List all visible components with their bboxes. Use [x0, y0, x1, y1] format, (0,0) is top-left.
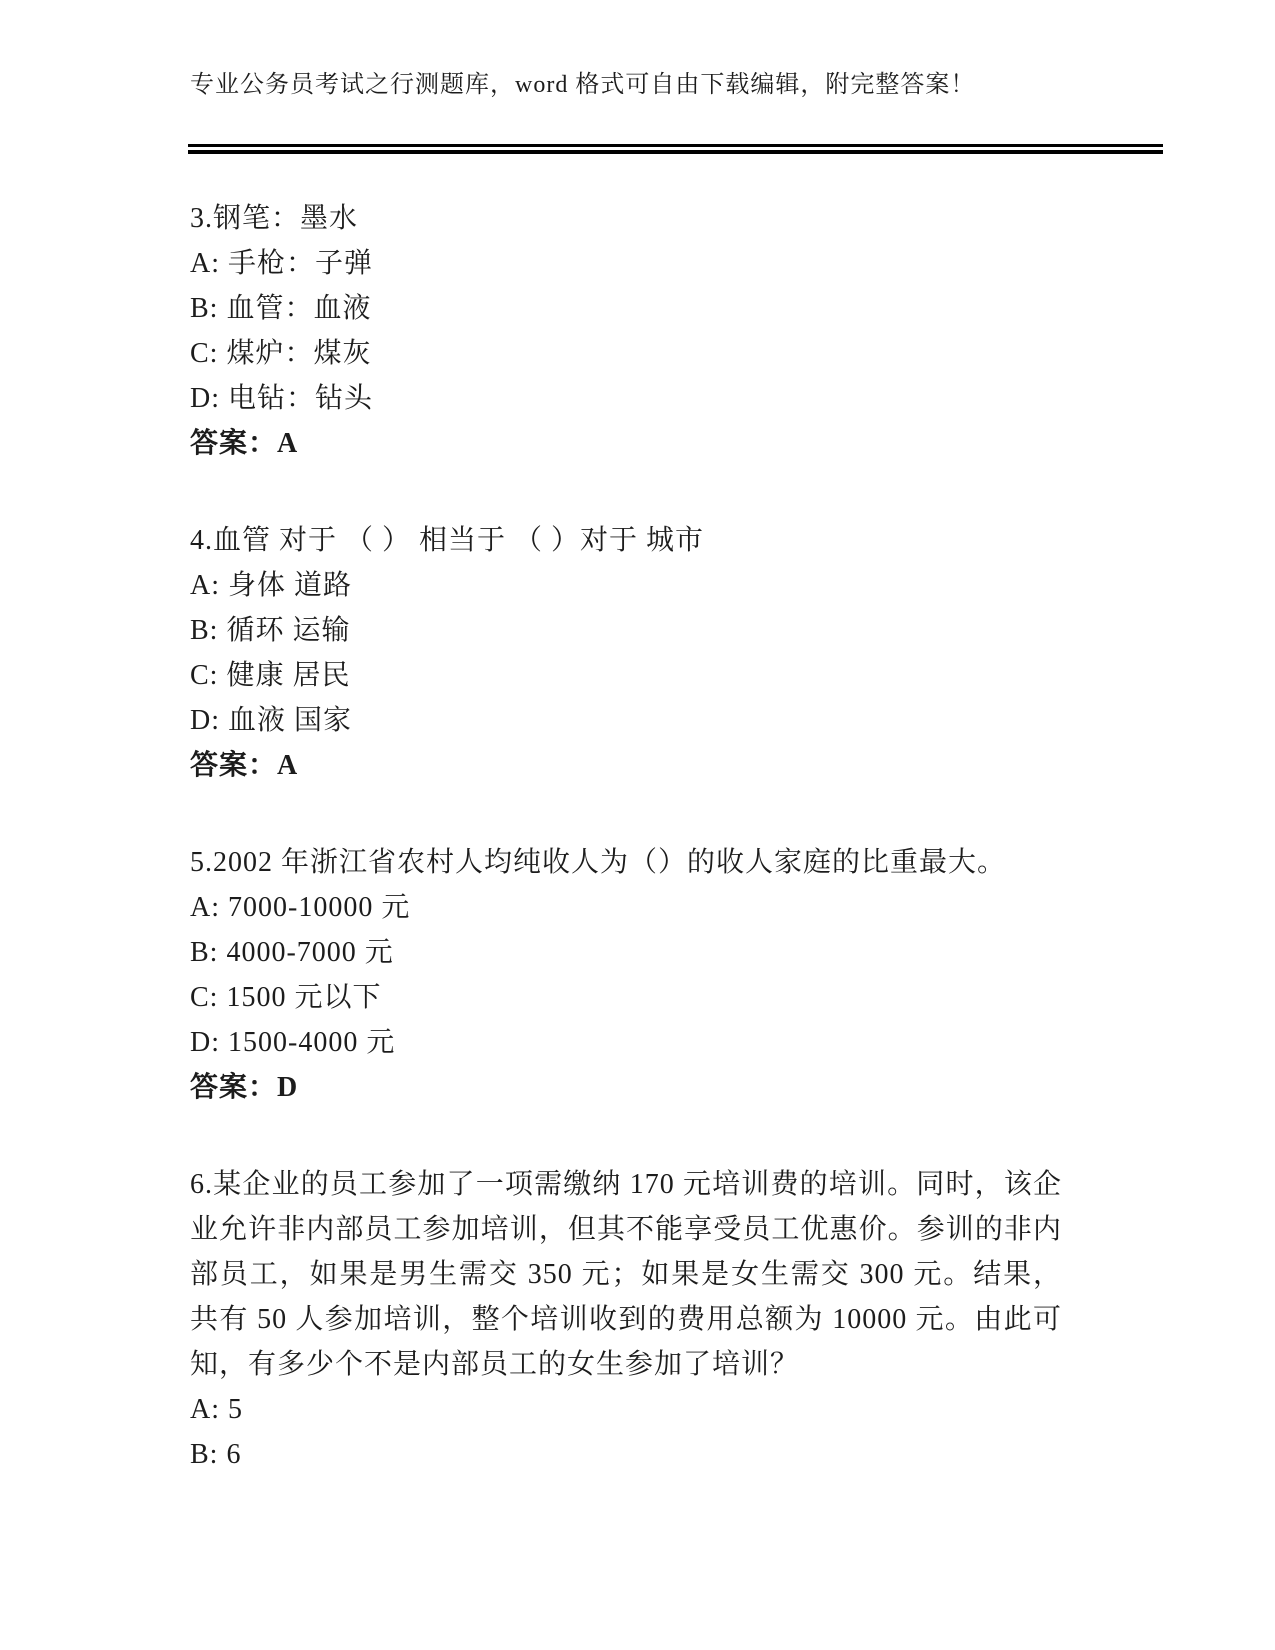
option-line: B: 血管：血液 — [190, 293, 372, 324]
answer-line: 答案：A — [190, 750, 299, 781]
option-line: D: 1500-4000 元 — [190, 1027, 396, 1058]
option-line: D: 电钻：钻头 — [190, 383, 374, 414]
option-line: B: 6 — [190, 1439, 242, 1470]
question-block-3 — [190, 196, 1062, 466]
answer-line: 答案：D — [190, 1072, 299, 1103]
option-line: A: 7000-10000 元 — [190, 892, 411, 923]
answer-line: 答案：A — [190, 428, 299, 459]
question-block-4 — [190, 518, 1062, 788]
question-block-6 — [190, 1162, 1062, 1477]
option-line: C: 1500 元以下 — [190, 982, 382, 1013]
question-stem: 3.钢笔：墨水 — [190, 203, 359, 234]
option-line: C: 健康 居民 — [190, 660, 351, 691]
page-header-text: 专业公务员考试之行测题库，word 格式可自由下载编辑，附完整答案！ — [190, 72, 976, 98]
option-line: B: 循环 运输 — [190, 615, 351, 646]
option-line: D: 血液 国家 — [190, 705, 353, 736]
question-stem: 6.某企业的员工参加了一项需缴纳 170 元培训费的培训。同时，该企业允许非内部员工参加培训，但其不能享受员工优惠价。参训的非内部员工，如果是男生需交 350 元；如果是女生需交 300 元。结果，共有 50 人参加培训，整个培训收到的费用总额为 10000 元。由此可知，有多少个不是内部员工的女生参加了培训？ — [190, 1169, 1062, 1380]
question-stem: 5.2002 年浙江省农村人均纯收人为（）的收人家庭的比重最大。 — [190, 847, 1007, 878]
option-line: A: 手枪：子弹 — [190, 248, 374, 279]
option-line: C: 煤炉：煤灰 — [190, 338, 372, 369]
document-body — [190, 196, 1062, 1477]
option-line: B: 4000-7000 元 — [190, 937, 394, 968]
header-divider — [188, 144, 1163, 154]
question-stem: 4.血管 对于 （ ） 相当于 （ ）对于 城市 — [190, 525, 705, 556]
option-line: A: 身体 道路 — [190, 570, 353, 601]
question-block-5 — [190, 840, 1062, 1110]
option-line: A: 5 — [190, 1394, 243, 1425]
